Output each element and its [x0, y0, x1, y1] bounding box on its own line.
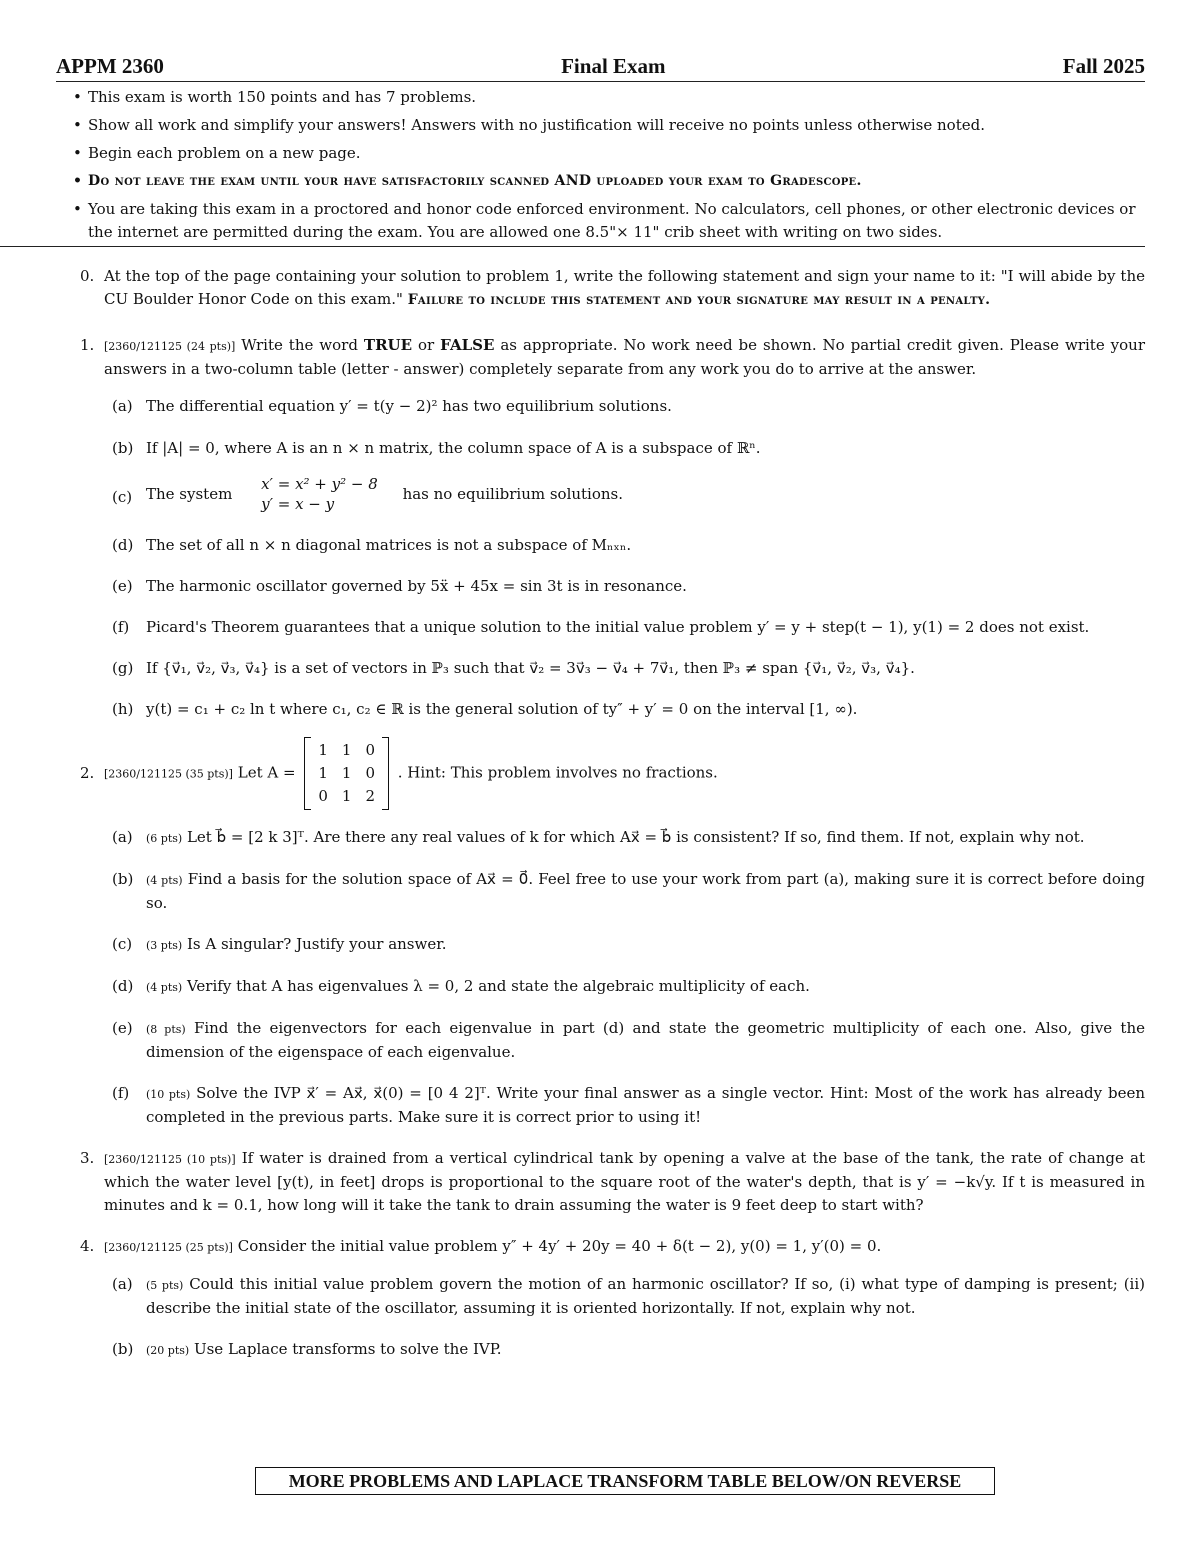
sub-points: (3 pts)	[146, 939, 183, 952]
problem-tag: [2360/121125 (10 pts)]	[104, 1153, 236, 1166]
sub-points: (6 pts)	[146, 832, 183, 845]
matrix-cell: 0	[365, 764, 375, 782]
matrix-cell: 1	[341, 764, 352, 782]
subproblem-2a	[56, 826, 1145, 850]
sub-label: (b)	[112, 870, 134, 888]
subproblem-4a	[56, 1273, 1145, 1320]
sub-label: (b)	[112, 439, 134, 457]
equation-line: y′ = x − y	[261, 495, 335, 513]
matrix-cell: 2	[365, 787, 375, 805]
sub-text: Let b⃗ = [2 k 3]ᵀ. Are there any real values of k for which Ax⃗ = b⃗ is consistent? If so, find them. If not, explain why not.	[186, 828, 1085, 846]
sub-text: Find the eigenvectors for each eigenvalue in part (d) and state the geometric multiplicity of each one. Also, give the dimension of the eigenspace of each eigenvalue.	[146, 1019, 1145, 1061]
sub-label: (f)	[112, 1084, 130, 1102]
problem-0	[56, 265, 1145, 312]
continued-notice: MORE PROBLEMS AND LAPLACE TRANSFORM TABLE BELOW/ON REVERSE	[255, 1467, 995, 1495]
problem-3	[56, 1147, 1145, 1217]
matrix-cell: 1	[318, 741, 328, 759]
equation-line: x′ = x² + y² − 8	[261, 475, 378, 493]
sub-text: The system	[146, 484, 233, 503]
sub-label: (d)	[112, 536, 134, 554]
exam-rules	[56, 86, 1145, 244]
sub-text: Find a basis for the solution space of Ax⃗ = 0⃗. Feel free to use your work from part (a), making sure it is correct before doing so.	[146, 870, 1145, 912]
sub-points: (10 pts)	[146, 1088, 191, 1101]
problem-text: Consider the initial value problem y″ + 4y′ + 20y = 40 + δ(t − 2), y(0) = 1, y′(0) = 0.	[237, 1237, 882, 1255]
sub-text: Is A singular? Justify your answer.	[186, 935, 447, 953]
sub-label: (e)	[112, 577, 133, 595]
matrix-cell: 1	[341, 741, 352, 759]
sub-text: The set of all n × n diagonal matrices is not a subspace of Mₙₓₙ.	[146, 536, 632, 554]
sub-label: (f)	[112, 618, 130, 636]
matrix-A	[304, 737, 389, 810]
sub-text: Solve the IVP x⃗′ = Ax⃗, x⃗(0) = [0 4 2]ᵀ. Write your final answer as a single vector. Hint: Most of the work has already been completed in the previous parts. Make sure it is correct prior to using it!	[146, 1084, 1145, 1126]
sub-points: (8 pts)	[146, 1023, 186, 1036]
sub-text: Picard's Theorem guarantees that a unique solution to the initial value problem y′ = y + step(t − 1), y(1) = 2 does not exist.	[146, 618, 1090, 636]
matrix-cell: 0	[365, 741, 375, 759]
rule-item: • Do not leave the exam until your have satisfactorily scanned AND uploaded your exam to Gradescope.	[88, 170, 1145, 193]
subproblem-1g	[56, 657, 1145, 680]
sub-points: (5 pts)	[146, 1279, 184, 1292]
sub-points: (4 pts)	[146, 981, 183, 994]
sub-label: (b)	[112, 1340, 134, 1358]
sub-label: (c)	[112, 935, 133, 953]
sub-label: (e)	[112, 1019, 133, 1037]
problem-text: as appropriate. No work need be shown. No partial credit given. Please write your answers in a two-column table (letter - answer) completely separate from any work you do to arrive at the answer.	[104, 336, 1145, 378]
sub-points: (20 pts)	[146, 1344, 190, 1357]
exam-header	[56, 54, 1145, 82]
course-code: APPM 2360	[56, 54, 164, 78]
rule-item: • Begin each problem on a new page.	[88, 142, 1145, 165]
matrix-cell: 0	[318, 787, 328, 805]
problem-tag: [2360/121125 (25 pts)]	[104, 1241, 233, 1254]
problem-text: Write the word	[241, 336, 358, 354]
problem-tag: [2360/121125 (24 pts)]	[104, 340, 236, 353]
matrix-cell: 1	[341, 787, 352, 805]
subproblem-4b	[56, 1338, 1145, 1362]
problem-tag: [2360/121125 (35 pts)]	[104, 767, 233, 781]
rule-item: • This exam is worth 150 points and has 7 problems.	[88, 86, 1145, 109]
sub-text: If |A| = 0, where A is an n × n matrix, the column space of A is a subspace of ℝⁿ.	[146, 439, 761, 457]
subproblem-1f	[56, 616, 1145, 639]
matrix-cell: 1	[318, 764, 328, 782]
subproblem-2c	[56, 933, 1145, 957]
rule-item: • Show all work and simplify your answers! Answers with no justification will receive no points unless otherwise noted.	[88, 114, 1145, 137]
exam-title: Final Exam	[561, 54, 666, 78]
sub-label: (c)	[112, 488, 133, 506]
true-word: TRUE	[363, 336, 413, 354]
rule-item: • You are taking this exam in a proctored and honor code enforced environment. No calculators, cell phones, or other electronic devices or the internet are permitted during the exam. You are allowed one 8.5"× 11" crib sheet with writing on two sides.	[88, 198, 1145, 244]
problem-4	[56, 1235, 1145, 1259]
subproblem-2b	[56, 868, 1145, 915]
divider	[0, 246, 1145, 247]
sub-points: (4 pts)	[146, 874, 183, 887]
or-word: or	[418, 336, 435, 354]
subproblem-1e	[56, 575, 1145, 598]
sub-text: The harmonic oscillator governed by 5ẍ + 45x = sin 3t is in resonance.	[146, 577, 687, 595]
sub-text: Could this initial value problem govern the motion of an harmonic oscillator? If so, (i) what type of damping is present; (ii) describe the initial state of the oscillator, assuming it is oriented horizontally. If not, explain why not.	[146, 1275, 1146, 1317]
subproblem-1d	[56, 534, 1145, 557]
sub-text: The differential equation y′ = t(y − 2)² has two equilibrium solutions.	[146, 397, 672, 415]
problem-number: 1.	[80, 336, 95, 354]
sub-label: (g)	[112, 659, 134, 677]
problem-text: If water is drained from a vertical cylindrical tank by opening a valve at the base of the tank, the rate of change at which the water level [y(t), in feet] drops is proportional to the square root of the water's depth, that is y′ = −k√y. If t is measured in minutes and k = 0.1, how long will it take the tank to drain assuming the water is 9 feet deep to start with?	[104, 1149, 1145, 1214]
sub-text: has no equilibrium solutions.	[402, 484, 624, 503]
sub-label: (a)	[112, 828, 133, 846]
sub-label: (a)	[112, 397, 133, 415]
sub-text: y(t) = c₁ + c₂ ln t where c₁, c₂ ∈ ℝ is the general solution of ty″ + y′ = 0 on the interval [1, ∞).	[146, 700, 858, 718]
problem-text: Let A =	[237, 763, 296, 782]
equation-system	[261, 474, 378, 514]
subproblem-2e	[56, 1017, 1145, 1064]
sub-text: Verify that A has eigenvalues λ = 0, 2 and state the algebraic multiplicity of each.	[186, 977, 810, 995]
subproblem-1b	[56, 437, 1145, 460]
subproblem-2d	[56, 975, 1145, 999]
false-word: FALSE	[440, 336, 495, 354]
sub-label: (h)	[112, 700, 134, 718]
exam-term: Fall 2025	[1062, 54, 1145, 78]
problem-number: 3.	[80, 1149, 95, 1167]
problem-hint: . Hint: This problem involves no fractions.	[397, 763, 718, 782]
exam-page	[56, 54, 1145, 1362]
problem-1	[56, 334, 1145, 381]
subproblem-1a	[56, 395, 1145, 418]
subproblem-2f	[56, 1082, 1145, 1129]
subproblem-1c	[56, 474, 1145, 520]
sub-text: If {v⃗₁, v⃗₂, v⃗₃, v⃗₄} is a set of vectors in ℙ₃ such that v⃗₂ = 3v⃗₃ − v⃗₄ + 7v⃗₁, then ℙ₃ ≠ span {v⃗₁, v⃗₂, v⃗₃, v⃗₄}.	[146, 659, 915, 677]
sub-text: Use Laplace transforms to solve the IVP.	[193, 1340, 502, 1358]
subproblem-1h	[56, 698, 1145, 721]
problem-number: 0.	[80, 267, 95, 285]
sub-label: (d)	[112, 977, 134, 995]
problem-2	[56, 737, 1145, 810]
sub-label: (a)	[112, 1275, 133, 1293]
problem-text: At the top of the page containing your solution to problem 1, write the following statement and sign your name to it: "I will abide by the CU Boulder Honor Code on this exam."	[104, 267, 1145, 308]
problem-number: 4.	[80, 1237, 95, 1255]
problem-warning: Failure to include this statement and your signature may result in a penalty.	[407, 292, 991, 308]
problem-number: 2.	[80, 764, 95, 782]
